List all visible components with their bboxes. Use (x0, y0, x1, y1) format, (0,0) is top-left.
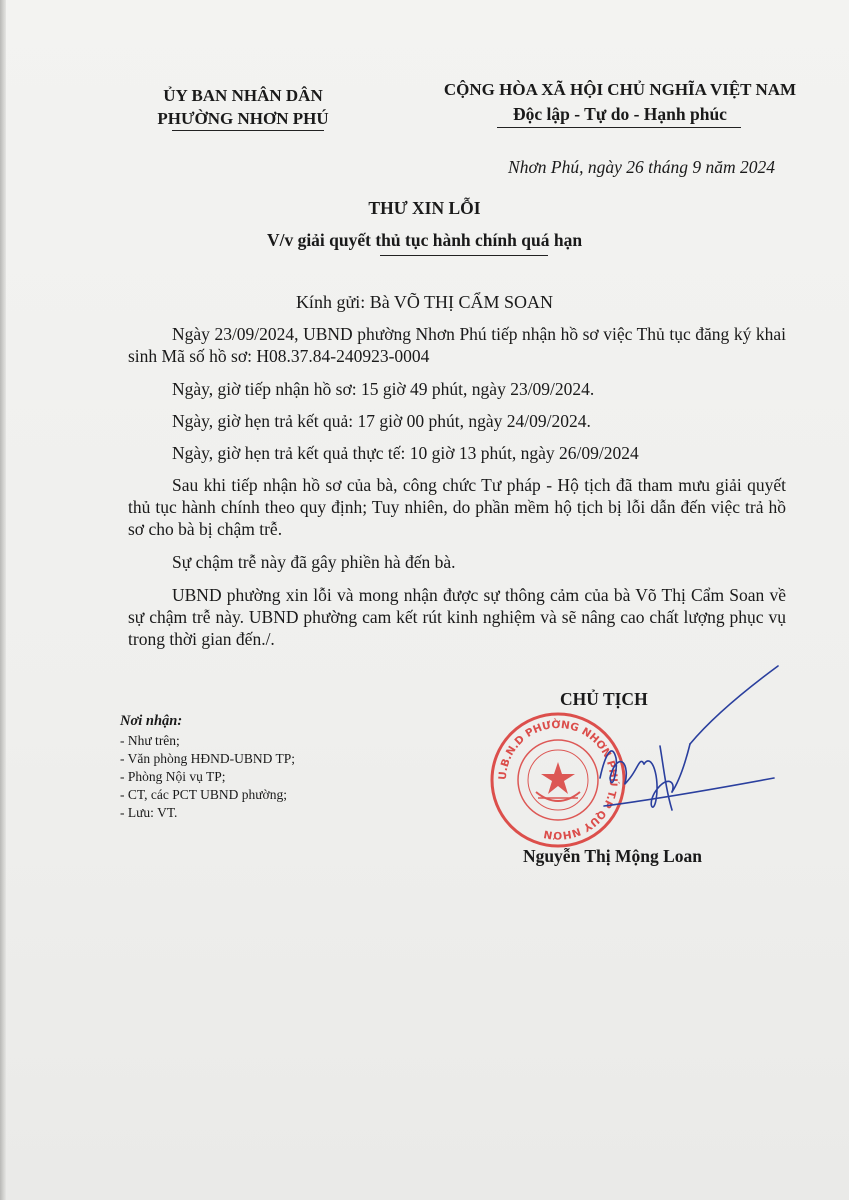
paragraph-text: Ngày, giờ hẹn trả kết quả: 17 giờ 00 phút, ngày 24/09/2024. (172, 411, 591, 431)
recipients-list (120, 712, 295, 822)
subject-underline (380, 255, 548, 256)
paragraph-receipt (128, 323, 786, 367)
paragraph-inconvenience (128, 551, 786, 573)
recipients-label: Nơi nhận: (120, 713, 183, 729)
recipient-item: - Lưu: VT. (120, 805, 178, 820)
scan-edge (0, 0, 6, 1200)
paragraph-text: Ngày, giờ tiếp nhận hồ sơ: 15 giờ 49 phút, ngày 23/09/2024. (172, 379, 595, 399)
recipient-item: - Phòng Nội vụ TP; (120, 769, 226, 784)
nation-line-1: CỘNG HÒA XÃ HỘI CHỦ NGHĨA VIỆT NAM (443, 80, 797, 99)
paragraph-text: Ngày, giờ hẹn trả kết quả thực tế: 10 giờ 13 phút, ngày 26/09/2024 (172, 443, 639, 463)
org-line-1: ỦY BAN NHÂN DÂN (163, 86, 323, 105)
paragraph-actual-time (128, 442, 786, 464)
org-line-2: PHƯỜNG NHƠN PHÚ (157, 109, 329, 128)
recipient-item: - CT, các PCT UBND phường; (120, 787, 287, 802)
recipient-item: - Như trên; (120, 733, 180, 748)
national-header (405, 78, 835, 126)
seal-ring-text: U.B.N.D PHƯỜNG NHƠN PHÚ T.P QUY NHƠN (496, 718, 620, 842)
paragraph-text: Sự chậm trễ này đã gây phiền hà đến bà. (172, 552, 456, 572)
paragraph-appointment-time (128, 410, 786, 432)
document-title: THƯ XIN LỖI (368, 198, 481, 218)
issuing-organization (118, 84, 368, 130)
signer-name: Nguyễn Thị Mộng Loan (522, 846, 703, 866)
motto-underline (497, 127, 741, 128)
paragraph-reason (128, 474, 786, 540)
paragraph-received-time (128, 378, 786, 400)
place-date: Nhơn Phú, ngày 26 tháng 9 năm 2024 (508, 157, 775, 177)
recipient-item: - Văn phòng HĐND-UBND TP; (120, 751, 295, 766)
paragraph-apology (128, 584, 786, 650)
nation-motto: Độc lập - Tự do - Hạnh phúc (513, 104, 727, 124)
org-underline (172, 130, 324, 131)
document-subject: V/v giải quyết thủ tục hành chính quá hạn (266, 230, 583, 250)
paragraph-text: Ngày 23/09/2024, UBND phường Nhơn Phú tiếp nhận hồ sơ việc Thủ tục đăng ký khai sinh Mã số hồ sơ: H08.37.84-240923-0004 (128, 324, 786, 366)
salutation: Kính gửi: Bà VÕ THỊ CẨM SOAN (295, 292, 554, 312)
paragraph-text: UBND phường xin lỗi và mong nhận được sự thông cảm của bà Võ Thị Cẩm Soan về sự chậm trễ này. UBND phường cam kết rút kinh nghiệm và sẽ nâng cao chất lượng phục vụ trong thời gian đến./. (128, 585, 786, 649)
signer-position: CHỦ TỊCH (560, 689, 648, 709)
paragraph-text: Sau khi tiếp nhận hồ sơ của bà, công chức Tư pháp - Hộ tịch đã tham mưu giải quyết thủ tục hành chính theo quy định; Tuy nhiên, do phần mềm hộ tịch bị lỗi dẫn đến việc trả hồ sơ cho bà bị chậm trễ. (128, 475, 786, 539)
handwritten-signature (560, 660, 790, 860)
